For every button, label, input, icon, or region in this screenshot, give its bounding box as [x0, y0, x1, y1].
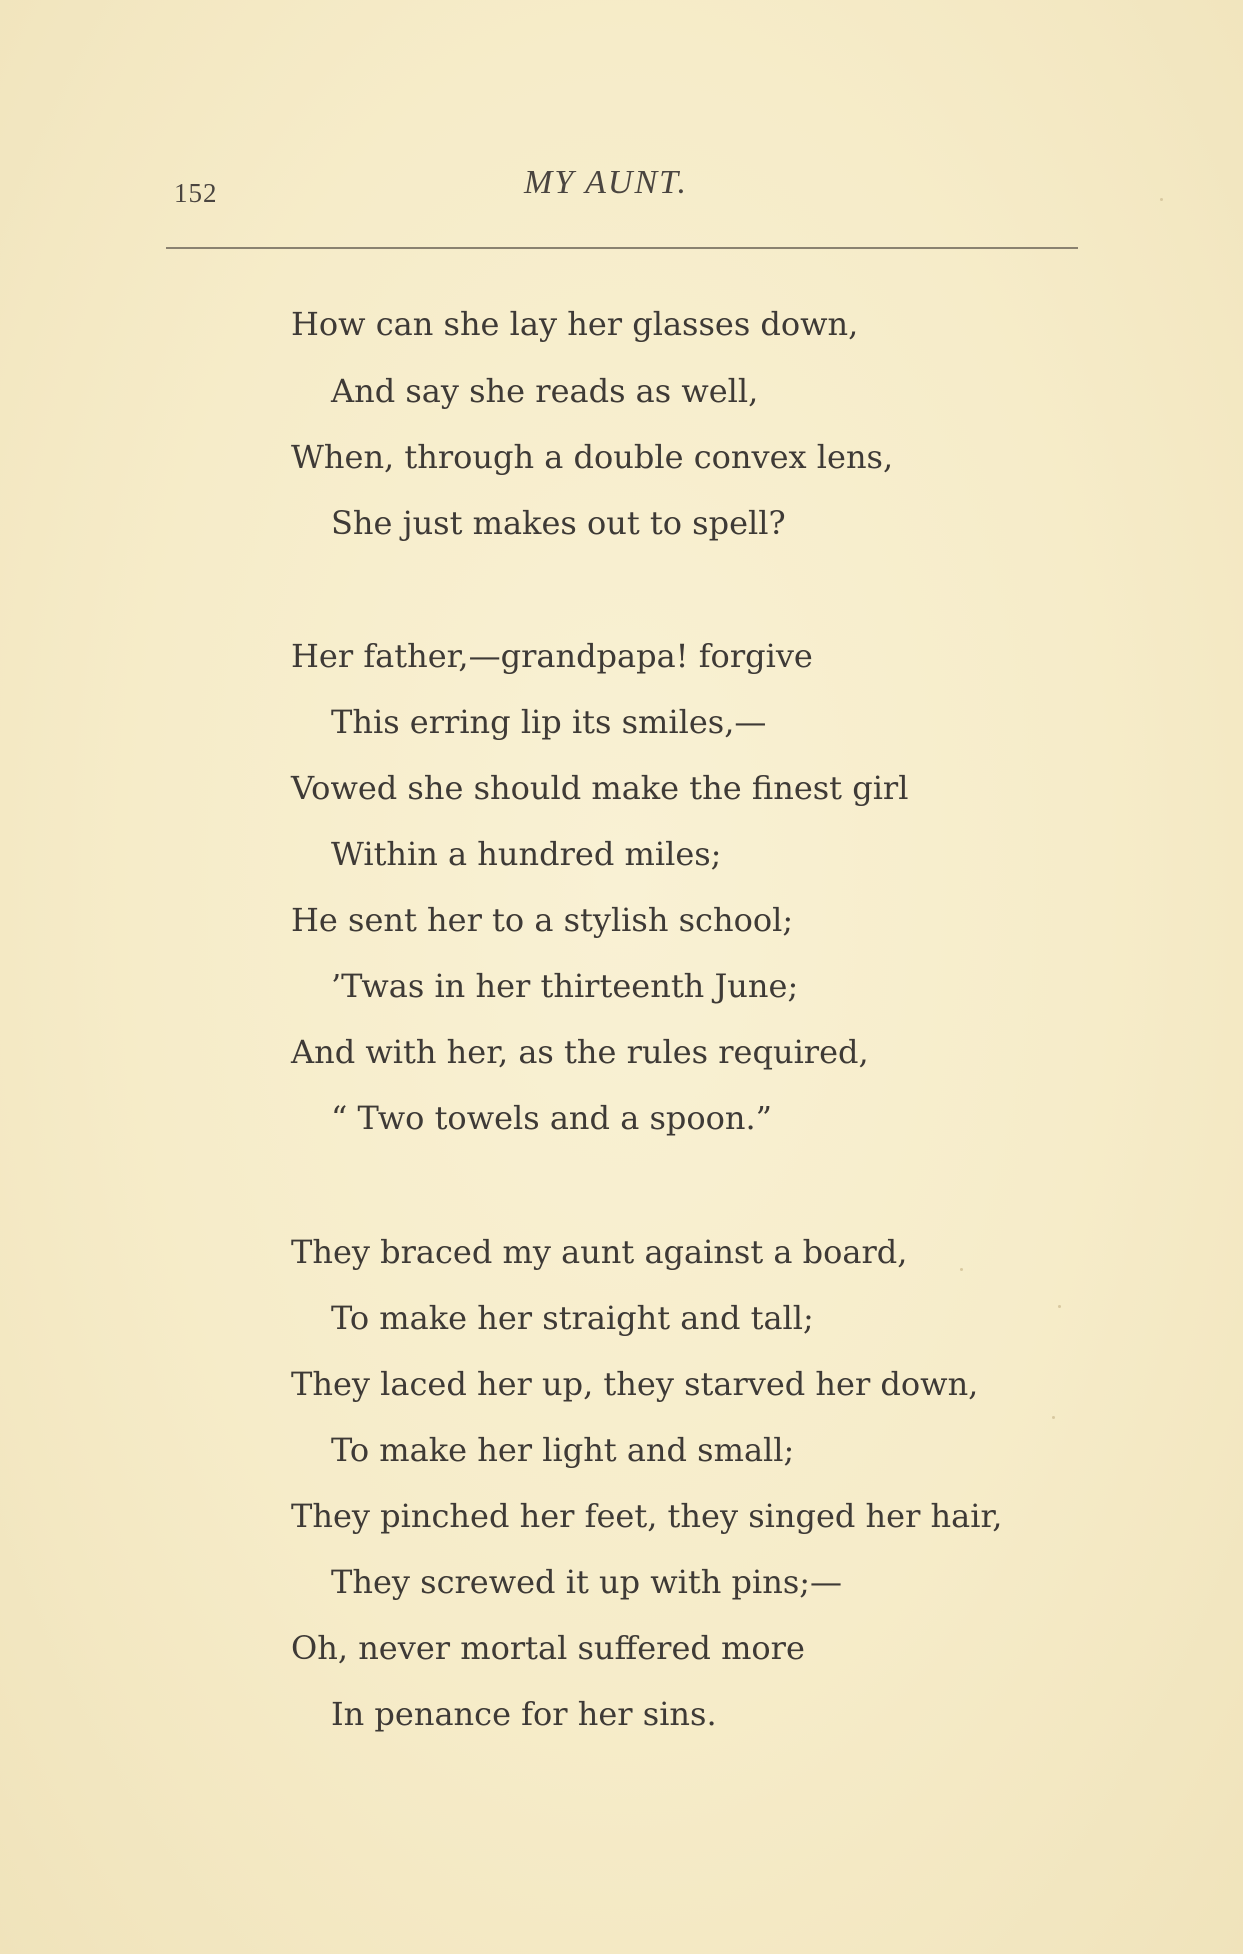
poem-line: This erring lip its smiles,— [331, 703, 767, 741]
paper-speck [1058, 1305, 1061, 1308]
poem-line: In penance for her sins. [331, 1695, 717, 1733]
poem-line: How can she lay her glasses down, [291, 305, 859, 343]
poem-line: And with her, as the rules required, [291, 1033, 869, 1071]
poem-line: They braced my aunt against a board, [291, 1233, 908, 1271]
poem-line: When, through a double convex lens, [291, 438, 894, 476]
poem-line: They laced her up, they starved her down, [291, 1365, 979, 1403]
poem-line: ’Twas in her thirteenth June; [331, 967, 799, 1005]
poem-line: She just makes out to spell? [331, 504, 786, 542]
poem-line: They screwed it up with pins;— [331, 1563, 843, 1601]
poem-line: To make her straight and tall; [331, 1299, 814, 1337]
poem-line: To make her light and small; [331, 1431, 795, 1469]
running-head: MY AUNT. [524, 164, 689, 201]
poem-line: They pinched her feet, they singed her hair, [291, 1497, 1003, 1535]
poem-line: And say she reads as well, [331, 372, 759, 410]
paper-speck [1052, 1416, 1055, 1419]
poem-line: Within a hundred miles; [331, 835, 722, 873]
poem-line: Her father,—grandpapa! forgive [291, 637, 813, 675]
poem-line: Vowed she should make the finest girl [291, 769, 909, 807]
paper-speck [1160, 198, 1163, 201]
paper-speck [960, 1268, 963, 1271]
poem-line: He sent her to a stylish school; [291, 901, 794, 939]
poem-line: “ Two towels and a spoon.” [331, 1099, 773, 1137]
page-number: 152 [174, 178, 218, 208]
poem-line: Oh, never mortal suffered more [291, 1629, 805, 1667]
